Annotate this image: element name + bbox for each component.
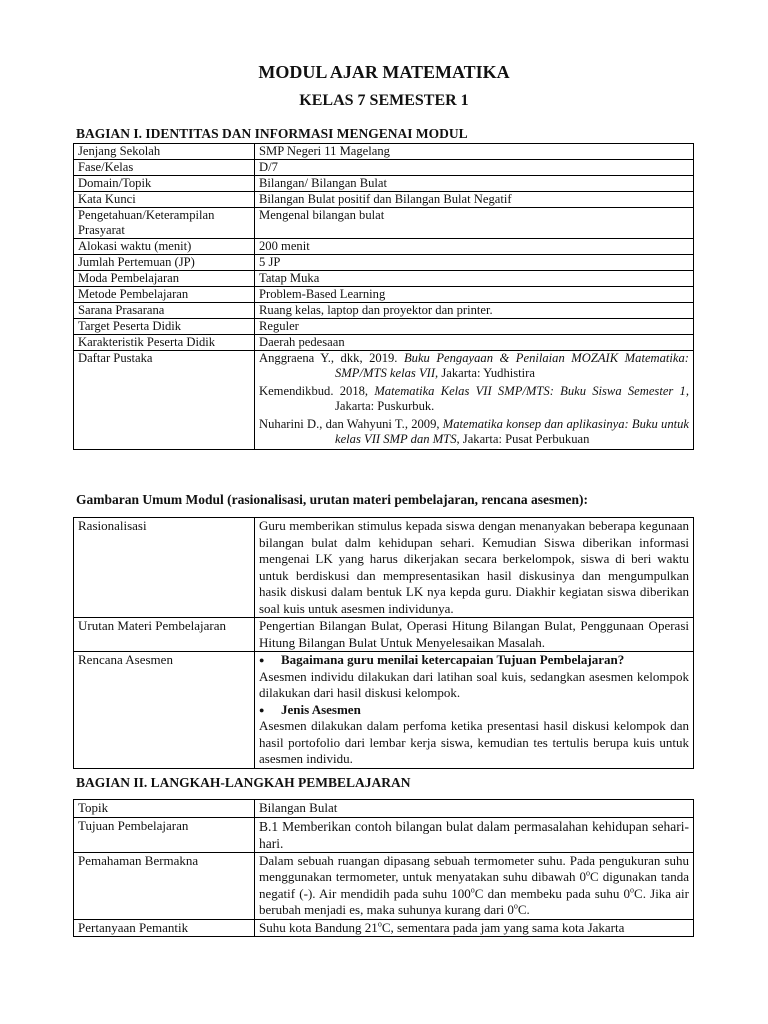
- table-row: [74, 800, 694, 818]
- row-label: Rasionalisasi: [74, 518, 255, 618]
- table-row: [74, 518, 694, 618]
- ref-title: Matematika konsep dan aplikasinya: Buku untuk kelas VII SMP dan MTS: [335, 417, 689, 446]
- row-label: Urutan Materi Pembelajaran: [74, 618, 255, 652]
- ref-publisher: , Jakarta: Pusat Perbukuan: [456, 432, 590, 446]
- row-label: Sarana Prasarana: [74, 303, 255, 319]
- text-part: C digunakan tanda negatif (-). Air mendidih pada suhu 100: [259, 869, 689, 901]
- table-row: [74, 351, 694, 450]
- degree-sign: o: [586, 868, 591, 878]
- row-label: Alokasi waktu (menit): [74, 239, 255, 255]
- table-row: [74, 303, 694, 319]
- row-value: Ruang kelas, laptop dan proyektor dan printer.: [255, 303, 694, 319]
- assessment-plan-cell: [255, 652, 694, 769]
- row-value: Daerah pedesaan: [255, 335, 694, 351]
- assessment-text-2: Asesmen dilakukan dalam perfoma ketika presentasi hasil diskusi kelompok dan hasil portofolio dari lembar kerja siswa, kemudian tes tertulis berupa kuis untuk asesmen individu.: [259, 718, 689, 766]
- trigger-question: [255, 919, 694, 937]
- degree-sign: o: [513, 901, 518, 911]
- table-row: [74, 144, 694, 160]
- row-value: Mengenal bilangan bulat: [255, 208, 694, 239]
- text-part: C.: [517, 902, 530, 917]
- ref-author: Nuharini D., dan Wahyuni T., 2009,: [259, 417, 443, 431]
- text-part: C dan membeku pada suhu 0: [474, 885, 631, 901]
- row-label: Domain/Topik: [74, 176, 255, 192]
- table-row: [74, 652, 694, 769]
- row-label: Daftar Pustaka: [74, 351, 255, 450]
- identity-table-body: [74, 144, 694, 351]
- material-order-text: Pengertian Bilangan Bulat, Operasi Hitung Bilangan Bulat, Penggunaan Operasi Hitung Bilangan Bulat Untuk Menyelesaikan Masalah.: [255, 618, 694, 652]
- row-label: Moda Pembelajaran: [74, 271, 255, 287]
- row-value: SMP Negeri 11 Magelang: [255, 144, 694, 160]
- rationale-text: Guru memberikan stimulus kepada siswa dengan menanyakan beberapa kegunaan bilangan bulat dalm kehidupan sehari. Kemudian Siswa diberikan informasi mengenai LK yang harus dikerjakan secara berkelompok, siswa di beri waktu untuk berdiskusi dan mempresentasikan hasil diskusinya dan mengumpulkan hasik diskusi dalam bentuk LK nya kepda guru. Diakhir kegiatan siswa diberikan soal kuis untuk asesmen individunya.: [255, 518, 694, 618]
- table-row: [74, 208, 694, 239]
- bibliography-entry: [259, 351, 689, 381]
- text-part: Suhu kota Bandung 21: [259, 919, 378, 935]
- text-part: Dalam sebuah ruangan dipasang sebuah termometer suhu. Pada pengukuran suhu menggunakan termometer, untuk menyatakan suhu dibawah 0: [259, 852, 689, 884]
- table-row: [74, 255, 694, 271]
- row-value: Bilangan/ Bilangan Bulat: [255, 176, 694, 192]
- degree-sign: o: [377, 919, 382, 929]
- row-label: Pertanyaan Pemantik: [74, 919, 255, 937]
- text-part: C, sementara pada jam yang sama kota Jakarta: [381, 919, 625, 935]
- ref-author: Kemendikbud. 2018,: [259, 384, 375, 398]
- overview-table: [73, 517, 694, 769]
- row-label: Fase/Kelas: [74, 160, 255, 176]
- identity-table: [73, 143, 694, 450]
- overview-heading: Gambaran Umum Modul (rasionalisasi, urutan materi pembelajaran, rencana asesmen):: [76, 492, 588, 507]
- ref-publisher: Jakarta: Yudhistira: [438, 366, 535, 380]
- table-row: [74, 919, 694, 937]
- table-row: [74, 160, 694, 176]
- row-label: Metode Pembelajaran: [74, 287, 255, 303]
- row-label: Karakteristik Peserta Didik: [74, 335, 255, 351]
- row-value: Tatap Muka: [255, 271, 694, 287]
- learning-objective: B.1 Memberikan contoh bilangan bulat dalam permasalahan kehidupan sehari-hari.: [255, 817, 694, 852]
- ref-publisher: Jakarta: Puskurbuk.: [335, 399, 435, 413]
- assessment-question-2: ● Jenis Asesmen: [259, 702, 689, 719]
- row-label: Pemahaman Bermakna: [74, 852, 255, 919]
- row-value: Bilangan Bulat positif dan Bilangan Bulat Negatif: [255, 192, 694, 208]
- table-row: [74, 192, 694, 208]
- row-value: 5 JP: [255, 255, 694, 271]
- row-label: Jumlah Pertemuan (JP): [74, 255, 255, 271]
- ref-author: Anggraena Y., dkk, 2019.: [259, 351, 404, 365]
- row-label: Kata Kunci: [74, 192, 255, 208]
- ref-title: Matematika Kelas VII SMP/MTS: Buku Siswa Semester 1,: [374, 384, 689, 398]
- table-row: [74, 852, 694, 919]
- row-value: Problem-Based Learning: [255, 287, 694, 303]
- row-label: Pengetahuan/Keterampilan Prasyarat: [74, 208, 255, 239]
- topic-value: Bilangan Bulat: [255, 800, 694, 818]
- row-label: Jenjang Sekolah: [74, 144, 255, 160]
- meaningful-understanding: [255, 852, 694, 919]
- row-label: Tujuan Pembelajaran: [74, 817, 255, 852]
- section-1-heading: BAGIAN I. IDENTITAS DAN INFORMASI MENGENAI MODUL: [76, 126, 468, 141]
- table-row: [74, 335, 694, 351]
- table-row: [74, 618, 694, 652]
- row-value: Reguler: [255, 319, 694, 335]
- section-2-heading: BAGIAN II. LANGKAH-LANGKAH PEMBELAJARAN: [76, 775, 411, 790]
- row-value: 200 menit: [255, 239, 694, 255]
- row-label: Rencana Asesmen: [74, 652, 255, 769]
- table-row: [74, 239, 694, 255]
- row-label: Topik: [74, 800, 255, 818]
- assessment-question-1: ● Bagaimana guru menilai ketercapaian Tujuan Pembelajaran?: [259, 652, 689, 669]
- text-part: C. Jika air berubah menjadi es, maka suhunya kurang dari 0: [259, 885, 689, 917]
- table-row: [74, 176, 694, 192]
- degree-sign: o: [470, 885, 475, 895]
- bibliography-entry: [259, 384, 689, 414]
- degree-sign: o: [630, 885, 635, 895]
- row-label: Target Peserta Didik: [74, 319, 255, 335]
- assessment-text-1: Asesmen individu dilakukan dari latihan soal kuis, sedangkan asesmen kelompok dilakukan dari hasil diskusi kelompok.: [259, 668, 689, 700]
- bibliography-cell: [255, 351, 694, 450]
- document-subtitle: KELAS 7 SEMESTER 1: [299, 92, 469, 109]
- table-row: [74, 319, 694, 335]
- table-row: [74, 287, 694, 303]
- table-row: [74, 271, 694, 287]
- steps-table: [73, 799, 694, 937]
- ref-title: Buku Pengayaan & Penilaian MOZAIK Matematika: SMP/MTS kelas VII,: [335, 351, 689, 380]
- table-row: [74, 817, 694, 852]
- bibliography-entry: [259, 417, 689, 447]
- document-title: MODUL AJAR MATEMATIKA: [258, 62, 510, 82]
- row-value: D/7: [255, 160, 694, 176]
